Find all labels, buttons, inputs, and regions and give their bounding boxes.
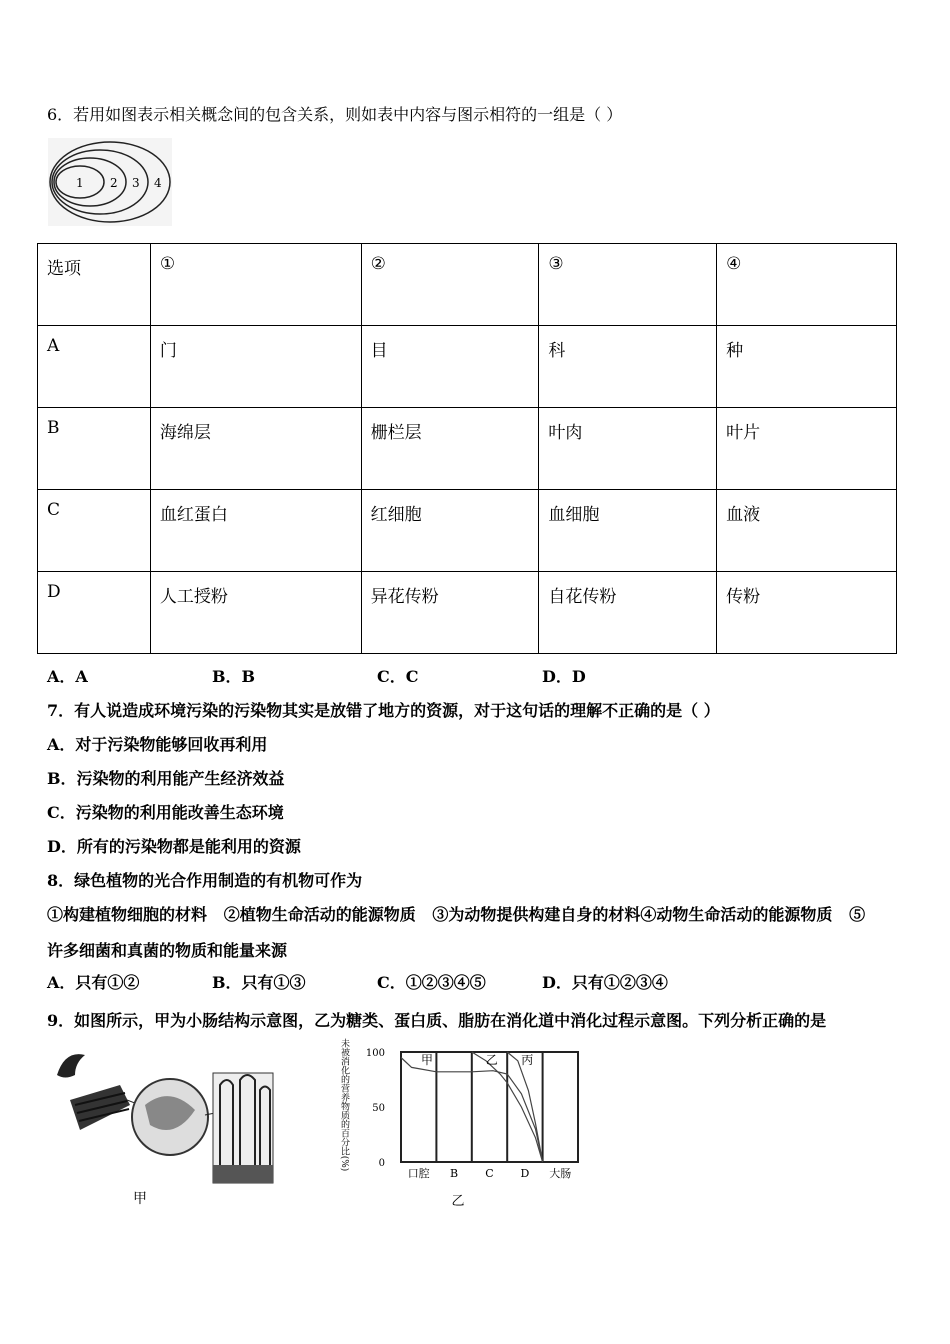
y-tick-label: 100 (365, 1048, 385, 1059)
q6-table (37, 243, 897, 654)
table-cell: 人工授粉 (150, 572, 361, 654)
table-cell: 科 (539, 326, 717, 408)
q8-line2: 许多细菌和真菌的物质和能量来源 (47, 941, 288, 960)
table-cell: 红细胞 (361, 490, 539, 572)
table-row (38, 408, 897, 490)
q8-line1: ①构建植物细胞的材料 ②植物生命活动的能源物质 ③为动物提供构建自身的材料④动物生命活动的能源物质 ⑤ (47, 905, 866, 924)
option-d: D．只有①②③④ (542, 973, 668, 992)
table-row (38, 490, 897, 572)
table-cell: C (38, 490, 151, 572)
option-d: D．D (542, 667, 586, 686)
plot-frame (401, 1052, 578, 1162)
table-header-cell: ③ (539, 244, 717, 326)
q7-option-a: A．对于污染物能够回收再利用 (47, 735, 268, 754)
option-c: C．①②③④⑤ (377, 973, 486, 992)
small-intestine-figure (45, 1045, 285, 1210)
figure-jia-caption: 甲 (133, 1191, 147, 1207)
x-tick-label: 大肠 (549, 1167, 572, 1180)
table-header-cell: ① (150, 244, 361, 326)
chart-title: 乙 (451, 1194, 465, 1209)
table-header-cell: ④ (717, 244, 897, 326)
table-cell: 门 (150, 326, 361, 408)
series-label: 乙 (485, 1053, 498, 1067)
y-tick-label: 50 (372, 1103, 385, 1114)
table-cell: 海绵层 (150, 408, 361, 490)
table-cell: B (38, 408, 151, 490)
x-tick-label: D (520, 1167, 530, 1180)
diagram-label-3: 3 (132, 176, 140, 190)
table-cell: 异花传粉 (361, 572, 539, 654)
table-cell: 血红蛋白 (150, 490, 361, 572)
diagram-label-2: 2 (110, 176, 118, 190)
y-tick-label: 0 (378, 1158, 385, 1169)
option-b: B．只有①③ (212, 973, 306, 992)
table-cell: D (38, 572, 151, 654)
q7-option-c: C．污染物的利用能改善生态环境 (47, 803, 284, 822)
table-header-cell: 选项 (38, 244, 151, 326)
table-row (38, 326, 897, 408)
table-header-cell: ② (361, 244, 539, 326)
series-label: 丙 (521, 1053, 534, 1067)
nested-ellipse-diagram (48, 138, 172, 226)
series-label: 甲 (421, 1053, 434, 1067)
q6-stem: 6．若用如图表示相关概念间的包含关系，则如表中内容与图示相符的一组是（ ） (47, 105, 623, 124)
q9-stem: 9．如图所示，甲为小肠结构示意图，乙为糖类、蛋白质、脂肪在消化道中消化过程示意图。下列分析正确的是 (47, 1011, 827, 1030)
table-cell: 种 (717, 326, 897, 408)
x-tick-label: B (450, 1167, 459, 1180)
q7-option-d: D．所有的污染物都是能利用的资源 (47, 837, 301, 856)
table-row (38, 572, 897, 654)
table-cell: 目 (361, 326, 539, 408)
diagram-label-1: 1 (76, 176, 84, 190)
q8-stem: 8．绿色植物的光合作用制造的有机物可作为 (47, 871, 363, 890)
table-cell: 栅栏层 (361, 408, 539, 490)
option-a: A．只有①② (47, 973, 140, 992)
option-a: A．A (47, 667, 88, 686)
y-axis-label: 未被消化的营养物质的百分比(%) (339, 1038, 349, 1172)
diagram-label-4: 4 (154, 176, 162, 190)
table-cell: 叶肉 (539, 408, 717, 490)
table-cell: 血细胞 (539, 490, 717, 572)
table-header-row (38, 244, 897, 326)
table-cell: 血液 (717, 490, 897, 572)
table-cell: A (38, 326, 151, 408)
table-cell: 传粉 (717, 572, 897, 654)
table-cell: 自花传粉 (539, 572, 717, 654)
q7-option-b: B．污染物的利用能产生经济效益 (47, 769, 285, 788)
x-tick-label: 口腔 (407, 1167, 430, 1180)
x-tick-label: C (485, 1167, 494, 1180)
table-cell: 叶片 (717, 408, 897, 490)
option-b: B．B (212, 667, 256, 686)
digestion-chart (330, 1035, 590, 1210)
option-c: C．C (377, 667, 419, 686)
q7-stem: 7．有人说造成环境污染的污染物其实是放错了地方的资源，对于这句话的理解不正确的是（ ） (47, 701, 720, 720)
